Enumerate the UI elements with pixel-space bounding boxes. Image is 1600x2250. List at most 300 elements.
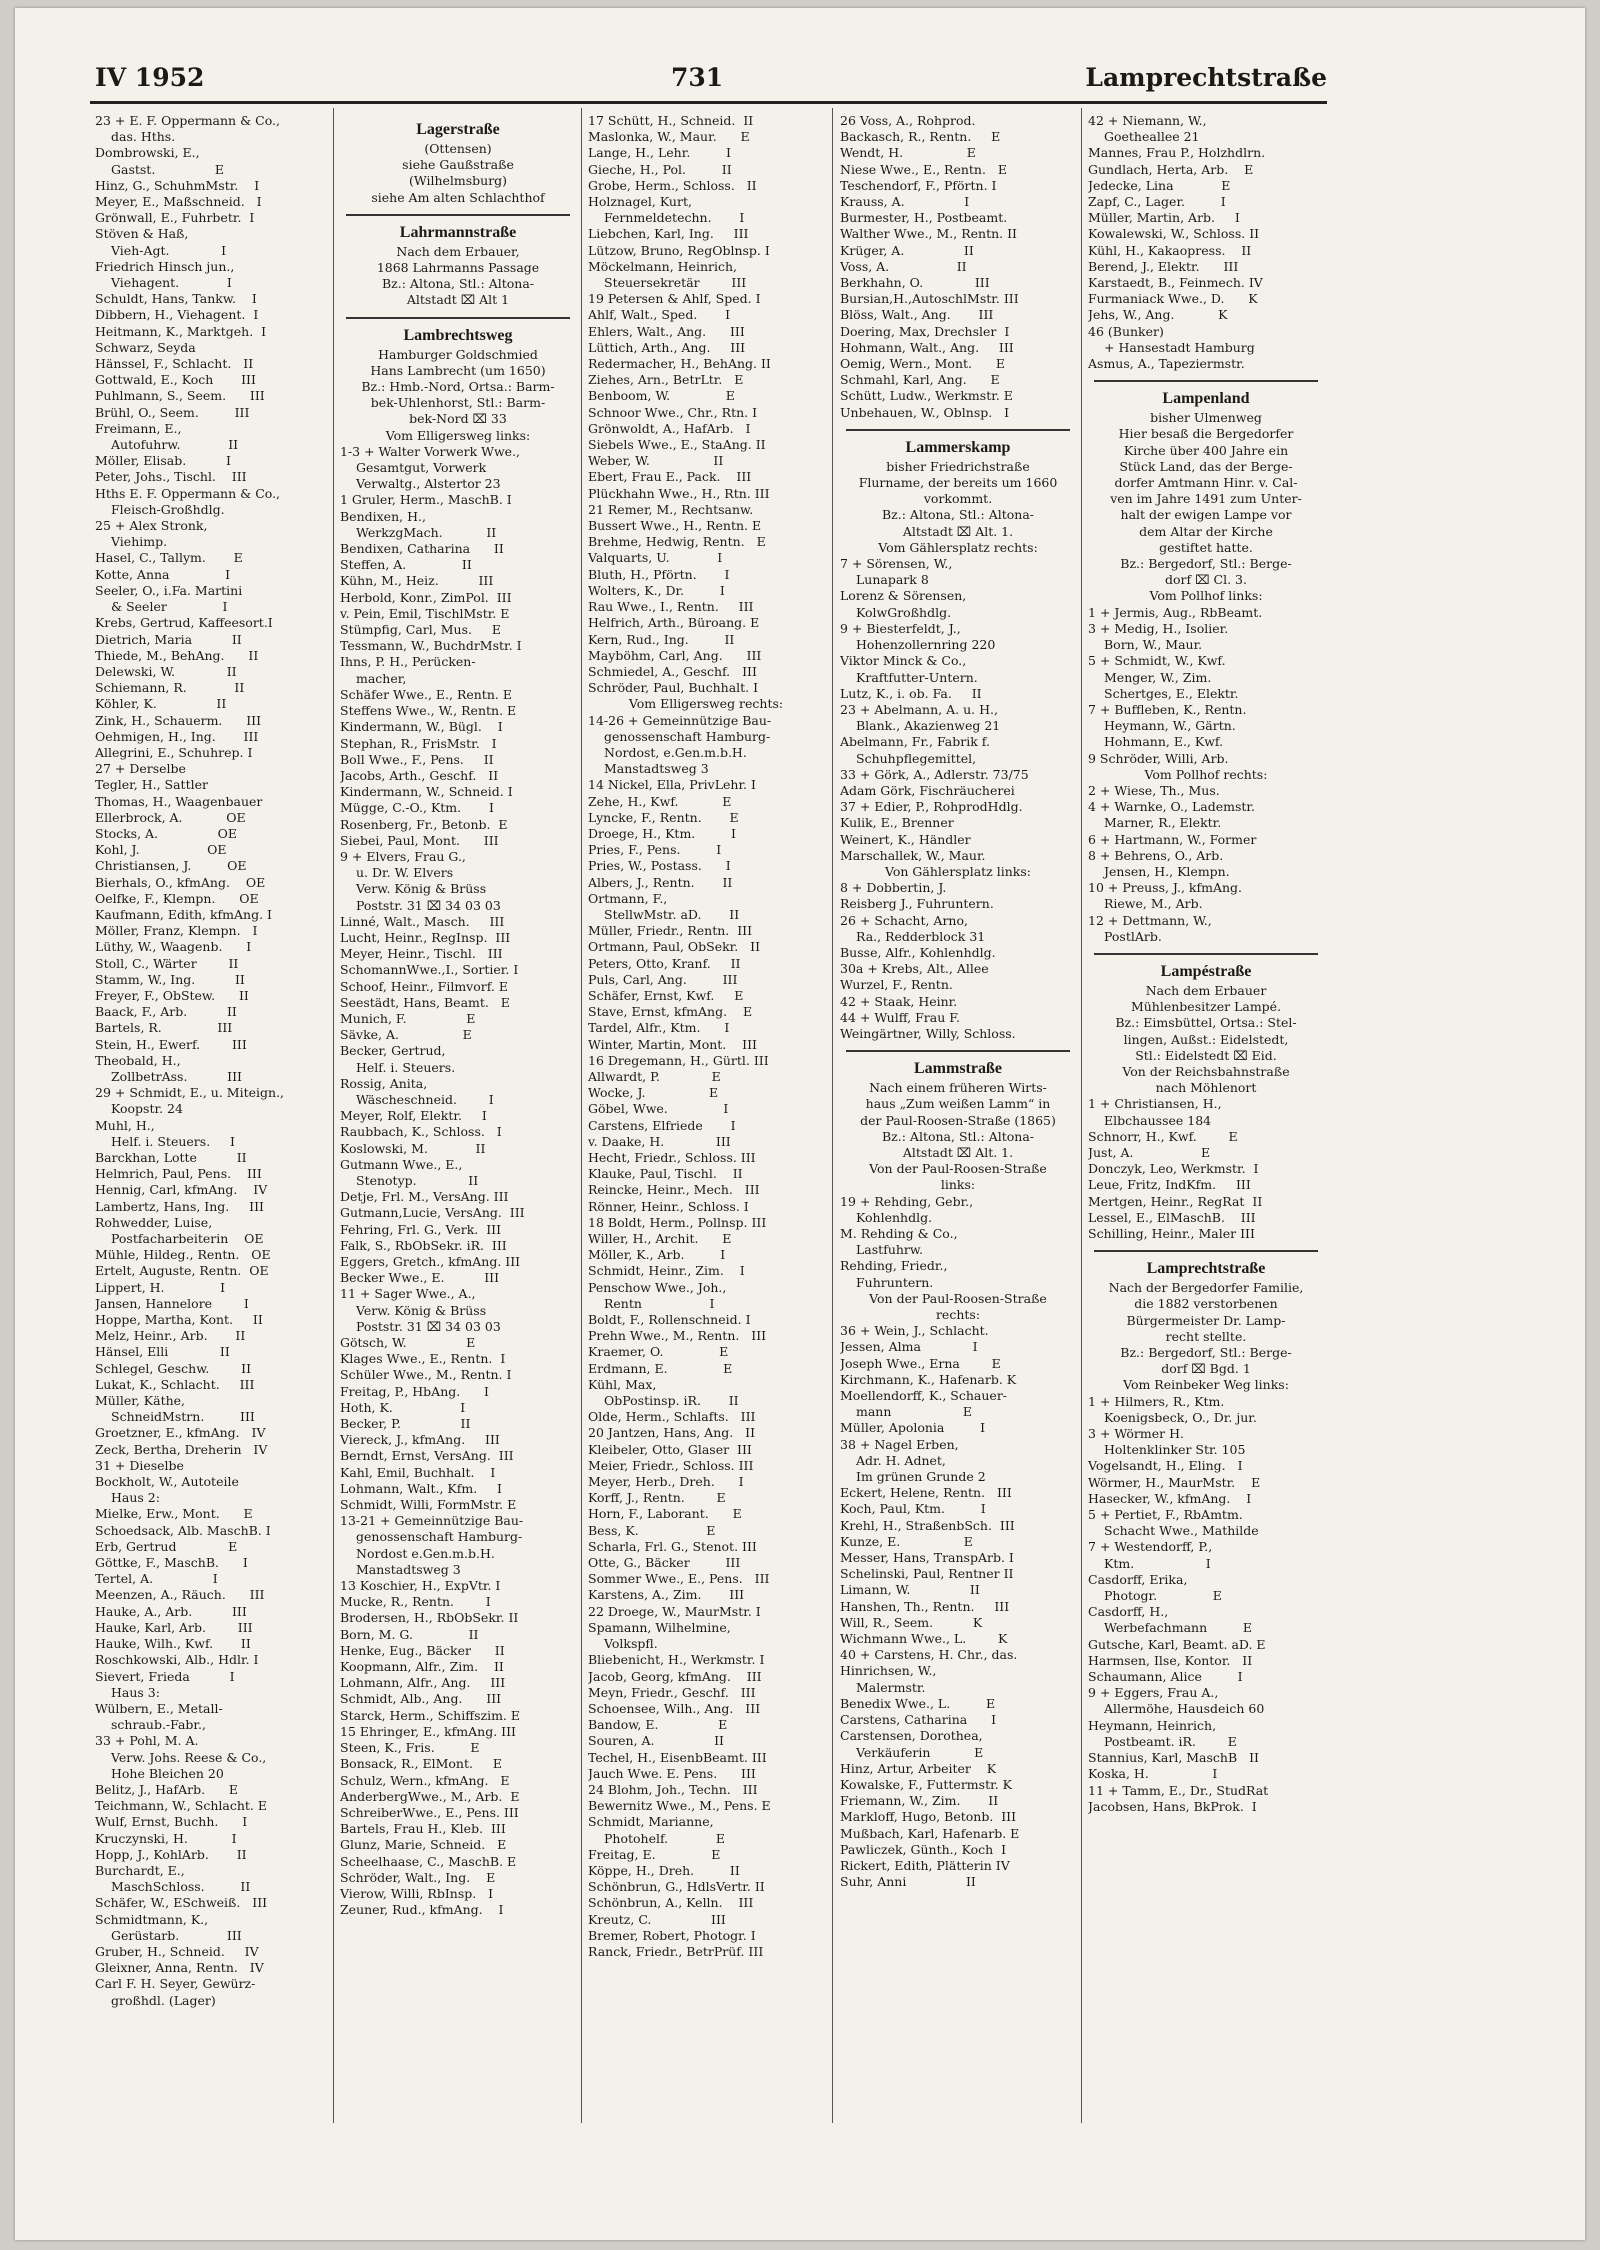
directory-entry: Weber, W. II bbox=[588, 453, 724, 469]
directory-entry: Stenotyp. II bbox=[356, 1172, 479, 1188]
directory-entry: 9 + Biesterfeldt, J., bbox=[840, 620, 961, 636]
directory-entry: Schütt, Ludw., Werkmstr. E bbox=[840, 388, 1013, 404]
directory-entry: Erb, Gertrud E bbox=[95, 1538, 238, 1554]
directory-entry: Müller, Apolonia I bbox=[840, 1420, 986, 1436]
directory-entry: Backasch, R., Rentn. E bbox=[840, 129, 1001, 145]
directory-entry: Bluth, H., Pförtn. I bbox=[588, 566, 730, 582]
directory-entry: Just, A. E bbox=[1088, 1144, 1211, 1160]
directory-entry: Kindermann, W., Bügl. I bbox=[340, 719, 503, 735]
directory-entry: Adr. H. Adnet, bbox=[856, 1452, 946, 1468]
directory-entry: Burchardt, E., bbox=[95, 1862, 185, 1878]
directory-entry: Brühl, O., Seem. III bbox=[95, 404, 250, 420]
directory-entry: Meyer, Heinr., Tischl. III bbox=[340, 946, 503, 962]
directory-entry: Jensen, H., Klempn. bbox=[1104, 863, 1230, 879]
directory-entry: Kern, Rud., Ing. II bbox=[588, 631, 735, 647]
directory-entry: Dombrowski, E., bbox=[95, 145, 200, 161]
directory-entry: Bandow, E. E bbox=[588, 1717, 728, 1733]
directory-entry: Schmidt, Willi, FormMstr. E bbox=[340, 1497, 517, 1513]
directory-entry: Viktor Minck & Co., bbox=[840, 653, 967, 669]
directory-entry: Born, M. G. II bbox=[340, 1626, 479, 1642]
directory-entry: Schmidt, Marianne, bbox=[588, 1814, 714, 1830]
directory-entry: Photohelf. E bbox=[604, 1830, 725, 1846]
directory-entry: Will, R., Seem. K bbox=[840, 1614, 983, 1630]
column-divider bbox=[333, 108, 334, 2123]
directory-entry: 1 + Hilmers, R., Ktm. bbox=[1088, 1393, 1225, 1409]
directory-entry: Verkäuferin E bbox=[856, 1744, 984, 1760]
street-note: halt der ewigen Lampe vor bbox=[1120, 507, 1292, 523]
directory-entry: Haus 2: bbox=[111, 1490, 160, 1506]
directory-entry: Wurzel, F., Rentn. bbox=[840, 977, 953, 993]
directory-entry: KolwGroßhdlg. bbox=[856, 604, 952, 620]
directory-entry: Donczyk, Leo, Werkmstr. I bbox=[1088, 1161, 1259, 1177]
street-note: Flurname, der bereits um 1660 bbox=[858, 475, 1058, 491]
directory-entry: Mügge, C.-O., Ktm. I bbox=[340, 800, 494, 816]
street-heading: Lampéstraße bbox=[1160, 962, 1252, 980]
directory-entry: Kowalewski, W., Schloss. II bbox=[1088, 226, 1260, 242]
directory-entry: Göbel, Wwe. I bbox=[588, 1101, 729, 1117]
directory-entry: Abelmann, Fr., Fabrik f. bbox=[840, 734, 990, 750]
directory-entry: Möckelmann, Heinrich, bbox=[588, 258, 737, 274]
directory-entry: Hohe Bleichen 20 bbox=[111, 1765, 224, 1781]
directory-entry: Meyer, E., Maßschneid. I bbox=[95, 194, 262, 210]
directory-entry: Schoof, Heinr., Filmvorf. E bbox=[340, 978, 508, 994]
directory-entry: Lüthy, W., Waagenb. I bbox=[95, 939, 252, 955]
street-heading: Lahrmannstraße bbox=[399, 223, 517, 241]
street-note: Bz.: Bergedorf, Stl.: Berge- bbox=[1120, 1345, 1292, 1361]
directory-entry: Lange, H., Lehr. I bbox=[588, 145, 731, 161]
directory-entry: Weinert, K., Händler bbox=[840, 831, 971, 847]
directory-entry: Becker, Gertrud, bbox=[340, 1043, 446, 1059]
directory-entry: Maslonka, W., Maur. E bbox=[588, 129, 750, 145]
directory-entry: Poststr. 31 ⌧ 34 03 03 bbox=[356, 1318, 501, 1334]
directory-entry: Hopp, J., KohlArb. II bbox=[95, 1846, 247, 1862]
directory-entry: Koenigsbeck, O., Dr. jur. bbox=[1104, 1409, 1257, 1425]
directory-entry: Menger, W., Zim. bbox=[1104, 669, 1212, 685]
directory-entry: ObPostinsp. iR. II bbox=[604, 1393, 739, 1409]
directory-entry: Oemig, Wern., Mont. E bbox=[840, 356, 1005, 372]
directory-entry: Kahl, Emil, Buchhalt. I bbox=[340, 1464, 496, 1480]
directory-entry: Stannius, Karl, MaschB II bbox=[1088, 1750, 1259, 1766]
directory-entry: Wocke, J. E bbox=[588, 1085, 719, 1101]
directory-entry: Köppe, H., Dreh. II bbox=[588, 1862, 740, 1878]
directory-entry: Benboom, W. E bbox=[588, 388, 735, 404]
directory-entry: Möller, Elisab. I bbox=[95, 453, 231, 469]
directory-entry: Wulf, Ernst, Buchh. I bbox=[95, 1814, 248, 1830]
directory-entry: Allwardt, P. E bbox=[588, 1068, 721, 1084]
directory-entry: Lucht, Heinr., RegInsp. III bbox=[340, 929, 511, 945]
directory-entry: Dietrich, Maria II bbox=[95, 631, 242, 647]
directory-entry: Zeck, Bertha, Dreherin IV bbox=[95, 1441, 268, 1457]
directory-entry: Unbehauen, W., Oblnsp. I bbox=[840, 404, 1010, 420]
directory-entry: Benedix Wwe., L. E bbox=[840, 1695, 996, 1711]
street-note: lingen, Außst.: Eidelstedt, bbox=[1123, 1031, 1289, 1047]
directory-entry: Raubbach, K., Schloss. I bbox=[340, 1124, 502, 1140]
directory-entry: 29 + Schmidt, E., u. Miteign., bbox=[95, 1085, 285, 1101]
directory-entry: das. Hths. bbox=[111, 129, 176, 145]
directory-entry: 3 + Medig, H., Isolier. bbox=[1088, 620, 1229, 636]
street-note: Von der Paul-Roosen-Straße bbox=[869, 1161, 1047, 1177]
directory-entry: Koska, H. I bbox=[1088, 1766, 1218, 1782]
directory-entry: Göttke, F., MaschB. I bbox=[95, 1555, 248, 1571]
directory-entry: Schiemann, R. II bbox=[95, 680, 245, 696]
directory-entry: Belitz, J., HafArb. E bbox=[95, 1781, 239, 1797]
directory-entry: Kleibeler, Otto, Glaser III bbox=[588, 1441, 752, 1457]
directory-entry: Volkspfl. bbox=[604, 1636, 658, 1652]
directory-entry: Delewski, W. II bbox=[95, 663, 237, 679]
directory-entry: schraub.-Fabr., bbox=[111, 1717, 206, 1733]
directory-entry: Gesamtgut, Vorwerk bbox=[356, 460, 487, 476]
directory-entry: Mayböhm, Carl, Ang. III bbox=[588, 647, 762, 663]
directory-entry: Walther Wwe., M., Rentn. II bbox=[840, 226, 1017, 242]
directory-entry: MaschSchloss. II bbox=[111, 1879, 251, 1895]
directory-entry: Malermstr. bbox=[856, 1679, 926, 1695]
directory-entry: Groetzner, E., kfmAng. IV bbox=[95, 1425, 266, 1441]
directory-entry: Rohwedder, Luise, bbox=[95, 1214, 213, 1230]
street-note: gestiftet hatte. bbox=[1159, 539, 1253, 555]
directory-entry: Zeuner, Rud., kfmAng. I bbox=[340, 1902, 504, 1918]
directory-entry: mann E bbox=[856, 1404, 973, 1420]
directory-entry: Hanshen, Th., Rentn. III bbox=[840, 1598, 1010, 1614]
street-note: Altstadt ⌧ Alt. 1. bbox=[902, 523, 1014, 539]
directory-entry: Sommer Wwe., E., Pens. III bbox=[588, 1571, 770, 1587]
directory-entry: Zink, H., Schauerm. III bbox=[95, 712, 262, 728]
street-note: Von der Reichsbahnstraße bbox=[1122, 1063, 1290, 1079]
directory-entry: Gutsche, Karl, Beamt. aD. E bbox=[1088, 1636, 1266, 1652]
street-note: links: bbox=[940, 1177, 976, 1193]
directory-entry: Rossig, Anita, bbox=[340, 1075, 428, 1091]
directory-entry: Schmidtmann, K., bbox=[95, 1911, 209, 1927]
directory-entry: großhdl. (Lager) bbox=[111, 1992, 216, 2008]
directory-entry: Marschallek, W., Maur. bbox=[840, 847, 986, 863]
street-note: Bz.: Eimsbüttel, Ortsa.: Stel- bbox=[1115, 1015, 1297, 1031]
directory-entry: 16 Dregemann, H., Gürtl. III bbox=[588, 1052, 769, 1068]
directory-entry: Liebchen, Karl, Ing. III bbox=[588, 226, 749, 242]
directory-entry: Verw. König & Brüss bbox=[356, 881, 487, 897]
directory-entry: AnderbergWwe., M., Arb. E bbox=[340, 1788, 520, 1804]
directory-entry: Schaumann, Alice I bbox=[1088, 1669, 1243, 1685]
street-note: Hier besaß die Bergedorfer bbox=[1118, 426, 1294, 442]
directory-entry: Bartels, Frau H., Kleb. III bbox=[340, 1821, 506, 1837]
directory-entry: Möller, K., Arb. I bbox=[588, 1247, 726, 1263]
directory-entry: Carl F. H. Seyer, Gewürz- bbox=[95, 1976, 256, 1992]
directory-entry: Klauke, Paul, Tischl. II bbox=[588, 1166, 743, 1182]
directory-entry: Lunapark 8 bbox=[856, 572, 929, 588]
street-note: Vom Elligersweg links: bbox=[385, 427, 531, 443]
directory-entry: 9 + Eggers, Frau A., bbox=[1088, 1685, 1219, 1701]
directory-entry: Falk, S., RbObSekr. iR. III bbox=[340, 1237, 507, 1253]
directory-entry: Siebels Wwe., E., StaAng. II bbox=[588, 437, 766, 453]
directory-entry: v. Pein, Emil, TischlMstr. E bbox=[340, 605, 510, 621]
street-note: dem Altar der Kirche bbox=[1139, 523, 1273, 539]
directory-entry: Viehagent. I bbox=[111, 275, 232, 291]
directory-entry: Bendixen, Catharina II bbox=[340, 541, 504, 557]
street-note: siehe Gaußstraße bbox=[402, 157, 514, 173]
directory-entry: Casdorff, H., bbox=[1088, 1604, 1169, 1620]
directory-entry: Otte, G., Bäcker III bbox=[588, 1555, 741, 1571]
page-header bbox=[81, 63, 1327, 105]
directory-entry: WerkzgMach. II bbox=[356, 524, 497, 540]
street-note: Stl.: Eidelstedt ⌧ Eid. bbox=[1135, 1047, 1277, 1063]
directory-entry: Siebei, Paul, Mont. III bbox=[340, 832, 499, 848]
directory-entry: Viehimp. bbox=[111, 534, 168, 550]
street-note: Von Gählersplatz links: bbox=[885, 863, 1031, 879]
directory-entry: Meyn, Friedr., Geschf. III bbox=[588, 1684, 756, 1700]
street-heading: Lampenland bbox=[1162, 390, 1250, 408]
directory-entry: Ellerbrock, A. OE bbox=[95, 809, 246, 825]
street-heading: Lammerskamp bbox=[905, 438, 1011, 456]
directory-entry: Kruczynski, H. I bbox=[95, 1830, 237, 1846]
street-heading: Lagerstraße bbox=[416, 121, 500, 138]
directory-entry: Hecht, Friedr., Schloss. III bbox=[588, 1150, 756, 1165]
directory-entry: Tegler, H., Sattler bbox=[95, 777, 208, 793]
directory-entry: Limann, W. II bbox=[840, 1582, 980, 1598]
street-note: dorfer Amtmann Hinr. v. Cal- bbox=[1114, 475, 1298, 491]
directory-entry: Jacob, Georg, kfmAng. III bbox=[588, 1668, 762, 1684]
directory-entry: Im grünen Grunde 2 bbox=[856, 1469, 986, 1485]
directory-entry: Penschow Wwe., Joh., bbox=[588, 1279, 727, 1295]
directory-entry: Pries, F., Pens. I bbox=[588, 842, 722, 858]
directory-entry: Haus 3: bbox=[111, 1684, 160, 1700]
directory-entry: 14-26 + Gemeinnützige Bau- bbox=[588, 712, 772, 728]
street-note: Hamburger Goldschmied bbox=[378, 346, 538, 362]
directory-entry: Grönwall, E., Fuhrbetr. I bbox=[95, 210, 255, 226]
directory-entry: Krebs, Gertrud, Kaffeesort.I bbox=[95, 615, 273, 631]
directory-entry: Glunz, Marie, Schneid. E bbox=[340, 1837, 507, 1853]
directory-entry: Koopmann, Alfr., Zim. II bbox=[340, 1659, 504, 1675]
directory-entry: Jedecke, Lina E bbox=[1088, 177, 1231, 193]
directory-entry: Schulz, Wern., kfmAng. E bbox=[340, 1772, 510, 1788]
street-note: dorf ⌧ Cl. 3. bbox=[1165, 572, 1247, 588]
directory-entry: Hasecker, W., kfmAng. I bbox=[1088, 1490, 1252, 1506]
directory-entry: genossenschaft Hamburg- bbox=[604, 728, 771, 744]
directory-entry: Ehlers, Walt., Ang. III bbox=[588, 323, 745, 339]
directory-entry: Hoppe, Martha, Kont. II bbox=[95, 1312, 263, 1328]
directory-entry: Rau Wwe., I., Rentn. III bbox=[588, 599, 754, 615]
directory-entry: Bendixen, H., bbox=[340, 508, 426, 524]
section-divider bbox=[1094, 953, 1318, 955]
directory-entry: Lorenz & Sörensen, bbox=[840, 588, 967, 604]
directory-entry: Kirchmann, K., Hafenarb. K bbox=[840, 1371, 1017, 1387]
street-note: Bz.: Bergedorf, Stl.: Berge- bbox=[1120, 556, 1292, 572]
directory-entry: Vogelsandt, H., Eling. I bbox=[1088, 1458, 1243, 1474]
directory-entry: 21 Remer, M., Rechtsanw. bbox=[588, 501, 754, 517]
directory-entry: Ranck, Friedr., BetrPrüf. III bbox=[588, 1943, 764, 1959]
directory-entry: Fuhruntern. bbox=[856, 1274, 934, 1290]
directory-entry: Rentn I bbox=[604, 1295, 715, 1311]
street-note: Vom Pollhof links: bbox=[1149, 588, 1263, 604]
directory-entry: Lyncke, F., Rentn. E bbox=[588, 809, 739, 825]
directory-entry: Lohmann, Walt., Kfm. I bbox=[340, 1480, 502, 1496]
street-note: Vom Reinbeker Weg links: bbox=[1123, 1377, 1289, 1393]
directory-entry: 36 + Wein, J., Schlacht. bbox=[840, 1323, 989, 1339]
street-note: Bürgermeister Dr. Lamp- bbox=[1126, 1312, 1286, 1328]
street-note: Nach der Bergedorfer Familie, bbox=[1108, 1280, 1304, 1296]
directory-entry: Korff, J., Rentn. E bbox=[588, 1490, 726, 1506]
directory-entry: Reincke, Heinr., Mech. III bbox=[588, 1182, 760, 1198]
directory-entry: Allermöhe, Hausdeich 60 bbox=[1104, 1701, 1265, 1717]
street-note: bek-Nord ⌧ 33 bbox=[409, 411, 507, 427]
directory-entry: Casdorff, Erika, bbox=[1088, 1571, 1188, 1587]
directory-entry: Kulik, E., Brenner bbox=[840, 815, 954, 831]
street-note: (Wilhelmsburg) bbox=[408, 173, 508, 189]
street-heading: Lambrechtsweg bbox=[403, 326, 513, 344]
directory-entry: Ihns, P. H., Perücken- bbox=[340, 654, 476, 670]
directory-entry: Puls, Carl, Ang. III bbox=[588, 971, 738, 987]
directory-entry: Bussert Wwe., H., Rentn. E bbox=[588, 518, 762, 534]
directory-entry: Stöven & Haß, bbox=[95, 226, 189, 242]
directory-entry: Möller, Franz, Klempn. I bbox=[95, 923, 258, 939]
directory-entry: Schmiedel, A., Geschf. III bbox=[588, 663, 757, 679]
directory-entry: Kaufmann, Edith, kfmAng. I bbox=[95, 906, 272, 922]
page-number: 731 bbox=[671, 63, 724, 92]
directory-entry: Seestädt, Hans, Beamt. E bbox=[340, 994, 510, 1010]
directory-entry: Stein, H., Ewerf. III bbox=[95, 1036, 247, 1052]
directory-entry: Techel, H., EisenbBeamt. III bbox=[588, 1749, 767, 1765]
directory-entry: Gutmann Wwe., E., bbox=[340, 1156, 463, 1172]
directory-entry: Schelinski, Paul, Rentner II bbox=[840, 1566, 1014, 1582]
directory-entry: Rehding, Friedr., bbox=[840, 1258, 948, 1274]
directory-entry: 12 + Dettmann, W., bbox=[1088, 912, 1212, 928]
directory-entry: Kühl, Max, bbox=[588, 1376, 657, 1392]
directory-entry: PostlArb. bbox=[1104, 928, 1162, 944]
directory-entry: 11 + Sager Wwe., A., bbox=[340, 1286, 476, 1302]
directory-entry: Schönbrun, G., HdlsVertr. II bbox=[588, 1879, 765, 1895]
directory-entry: Krehl, H., StraßenbSch. III bbox=[840, 1517, 1015, 1533]
directory-entry: Droege, H., Ktm. I bbox=[588, 825, 736, 841]
section-divider bbox=[846, 429, 1070, 431]
directory-entry: Freyer, F., ObStew. II bbox=[95, 987, 249, 1003]
directory-entry: Thiede, M., BehAng. II bbox=[95, 647, 259, 663]
directory-entry: Carstens, Catharina I bbox=[840, 1712, 997, 1728]
directory-entry: Starck, Herm., Schiffszim. E bbox=[340, 1707, 520, 1723]
directory-entry: Autofuhrw. II bbox=[111, 437, 239, 453]
column-4 bbox=[840, 113, 1076, 2133]
directory-entry: 13-21 + Gemeinnützige Bau- bbox=[340, 1513, 524, 1529]
directory-entry: Voss, A. II bbox=[840, 258, 967, 274]
directory-entry: Holznagel, Kurt, bbox=[588, 194, 692, 210]
directory-entry: 33 + Görk, A., Adlerstr. 73/75 bbox=[840, 766, 1029, 782]
directory-entry: Adam Görk, Fischräucherei bbox=[840, 782, 1015, 798]
directory-entry: Jehs, W., Ang. K bbox=[1088, 307, 1228, 323]
directory-entry: Postfacharbeiterin OE bbox=[111, 1231, 264, 1247]
section-divider bbox=[1094, 380, 1318, 382]
directory-entry: Linné, Walt., Masch. III bbox=[340, 913, 505, 929]
directory-entry: Pawliczek, Günth., Koch I bbox=[840, 1841, 1007, 1857]
directory-entry: Lambertz, Hans, Ing. III bbox=[95, 1198, 264, 1214]
directory-entry: Schröder, Walt., Ing. E bbox=[340, 1869, 496, 1885]
directory-entry: Schmahl, Karl, Ang. E bbox=[840, 372, 1000, 388]
directory-entry: 19 Petersen & Ahlf, Sped. I bbox=[588, 291, 761, 307]
street-note: ven im Jahre 1491 zum Unter- bbox=[1110, 491, 1302, 507]
directory-entry: Kühn, M., Heiz. III bbox=[340, 573, 494, 589]
street-note: Hans Lambrecht (um 1650) bbox=[370, 362, 546, 378]
directory-entry: Vieh-Agt. I bbox=[111, 242, 227, 258]
directory-entry: Tardel, Alfr., Ktm. I bbox=[588, 1020, 730, 1036]
directory-entry: 5 + Schmidt, W., Kwf. bbox=[1088, 653, 1226, 669]
directory-entry: Eckert, Helene, Rentn. III bbox=[840, 1485, 1012, 1501]
directory-entry: Herbold, Konr., ZimPol. III bbox=[340, 589, 512, 605]
directory-entry: Holtenklinker Str. 105 bbox=[1104, 1442, 1246, 1458]
directory-entry: ZollbetrAss. III bbox=[111, 1068, 242, 1084]
directory-entry: Schäfer, Ernst, Kwf. E bbox=[588, 987, 744, 1003]
directory-entry: Harmsen, Ilse, Kontor. II bbox=[1088, 1652, 1253, 1668]
street-note: Stück Land, das der Berge- bbox=[1119, 458, 1293, 474]
street-note: Nach dem Erbauer, bbox=[396, 243, 520, 259]
directory-entry: Bonsack, R., ElMont. E bbox=[340, 1756, 502, 1772]
directory-entry: Schnorr, H., Kwf. E bbox=[1088, 1128, 1238, 1144]
directory-entry: Scheelhaase, C., MaschB. E bbox=[340, 1853, 517, 1869]
directory-entry: Ziehes, Arn., BetrLtr. E bbox=[588, 372, 744, 388]
directory-entry: Hohmann, E., Kwf. bbox=[1104, 734, 1224, 750]
directory-entry: Götsch, W. E bbox=[340, 1335, 476, 1351]
directory-entry: Teichmann, W., Schlacht. E bbox=[95, 1798, 267, 1814]
directory-entry: Müller, Friedr., Rentn. III bbox=[588, 923, 753, 939]
directory-entry: Grobe, Herm., Schloss. II bbox=[588, 177, 757, 193]
directory-entry: Meyer, Rolf, Elektr. I bbox=[340, 1108, 487, 1124]
street-heading: Lamprechtstraße bbox=[1146, 1260, 1266, 1278]
directory-entry: Photogr. E bbox=[1104, 1588, 1222, 1604]
directory-entry: 7 + Westendorff, P., bbox=[1088, 1539, 1213, 1555]
directory-entry: 1-3 + Walter Vorwerk Wwe., bbox=[340, 443, 521, 459]
directory-entry: Mielke, Erw., Mont. E bbox=[95, 1506, 253, 1522]
directory-entry: Muhl, H., bbox=[95, 1117, 155, 1133]
directory-entry: 13 Koschier, H., ExpVtr. I bbox=[340, 1578, 501, 1594]
directory-entry: Blank., Akazienweg 21 bbox=[856, 718, 1001, 734]
directory-entry: Puhlmann, S., Seem. III bbox=[95, 388, 265, 404]
directory-entry: Manstadtsweg 3 bbox=[356, 1561, 461, 1577]
directory-entry: Freitag, P., HbAng. I bbox=[340, 1383, 489, 1399]
directory-entry: Stoll, C., Wärter II bbox=[95, 955, 239, 971]
directory-entry: Zapf, C., Lager. I bbox=[1088, 194, 1226, 210]
directory-entry: Hauke, A., Arb. III bbox=[95, 1603, 247, 1619]
directory-entry: Riewe, M., Arb. bbox=[1104, 896, 1203, 912]
street-note: Vom Elligersweg rechts: bbox=[628, 696, 784, 712]
directory-entry: 1 + Christiansen, H., bbox=[1088, 1096, 1222, 1112]
directory-entry: Jessen, Alma I bbox=[840, 1339, 978, 1355]
directory-entry: Ertelt, Auguste, Rentn. OE bbox=[95, 1263, 269, 1279]
column-3 bbox=[588, 113, 824, 2133]
directory-entry: Hoth, K. I bbox=[340, 1399, 466, 1415]
directory-entry: Heymann, Heinrich, bbox=[1088, 1717, 1217, 1733]
directory-entry: Kowalske, F., Futtermstr. K bbox=[840, 1776, 1012, 1792]
directory-entry: 40 + Carstens, H. Chr., das. bbox=[840, 1647, 1018, 1663]
directory-entry: Gundlach, Herta, Arb. E bbox=[1088, 161, 1254, 177]
directory-entry: u. Dr. W. Elvers bbox=[356, 865, 454, 881]
directory-entry: Kohl, J. OE bbox=[95, 842, 227, 858]
directory-entry: Henke, Eug., Bäcker II bbox=[340, 1642, 505, 1658]
directory-entry: Bremer, Robert, Photogr. I bbox=[588, 1927, 756, 1943]
street-note: Nach dem Erbauer bbox=[1145, 982, 1267, 998]
directory-entry: Fleisch-Großhdlg. bbox=[111, 501, 225, 517]
street-note: Vom Gählersplatz rechts: bbox=[878, 539, 1038, 555]
directory-entry: Winter, Martin, Mont. III bbox=[588, 1036, 757, 1052]
directory-entry: Schmidt, Alb., Ang. III bbox=[340, 1691, 502, 1707]
directory-entry: Hasel, C., Tallym. E bbox=[95, 550, 243, 566]
directory-entry: Christiansen, J. OE bbox=[95, 858, 247, 874]
directory-entry: 14 Nickel, Ella, PrivLehr. I bbox=[588, 777, 756, 793]
directory-entry: Stocks, A. OE bbox=[95, 825, 238, 841]
directory-entry: Müller, Martin, Arb. I bbox=[1088, 210, 1240, 226]
section-divider bbox=[1094, 1250, 1318, 1252]
street-note: Altstadt ⌧ Alt 1 bbox=[406, 292, 510, 308]
directory-entry: Meier, Friedr., Schloss. III bbox=[588, 1457, 754, 1473]
directory-entry: Schäfer Wwe., E., Rentn. E bbox=[340, 686, 512, 702]
directory-entry: 11 + Tamm, E., Dr., StudRat bbox=[1088, 1782, 1269, 1798]
directory-entry: 38 + Nagel Erben, bbox=[840, 1436, 959, 1452]
directory-entry: Schuhpflegemittel, bbox=[856, 750, 977, 766]
directory-entry: Hohenzollernring 220 bbox=[856, 637, 996, 653]
directory-entry: Berend, J., Elektr. III bbox=[1088, 258, 1239, 274]
